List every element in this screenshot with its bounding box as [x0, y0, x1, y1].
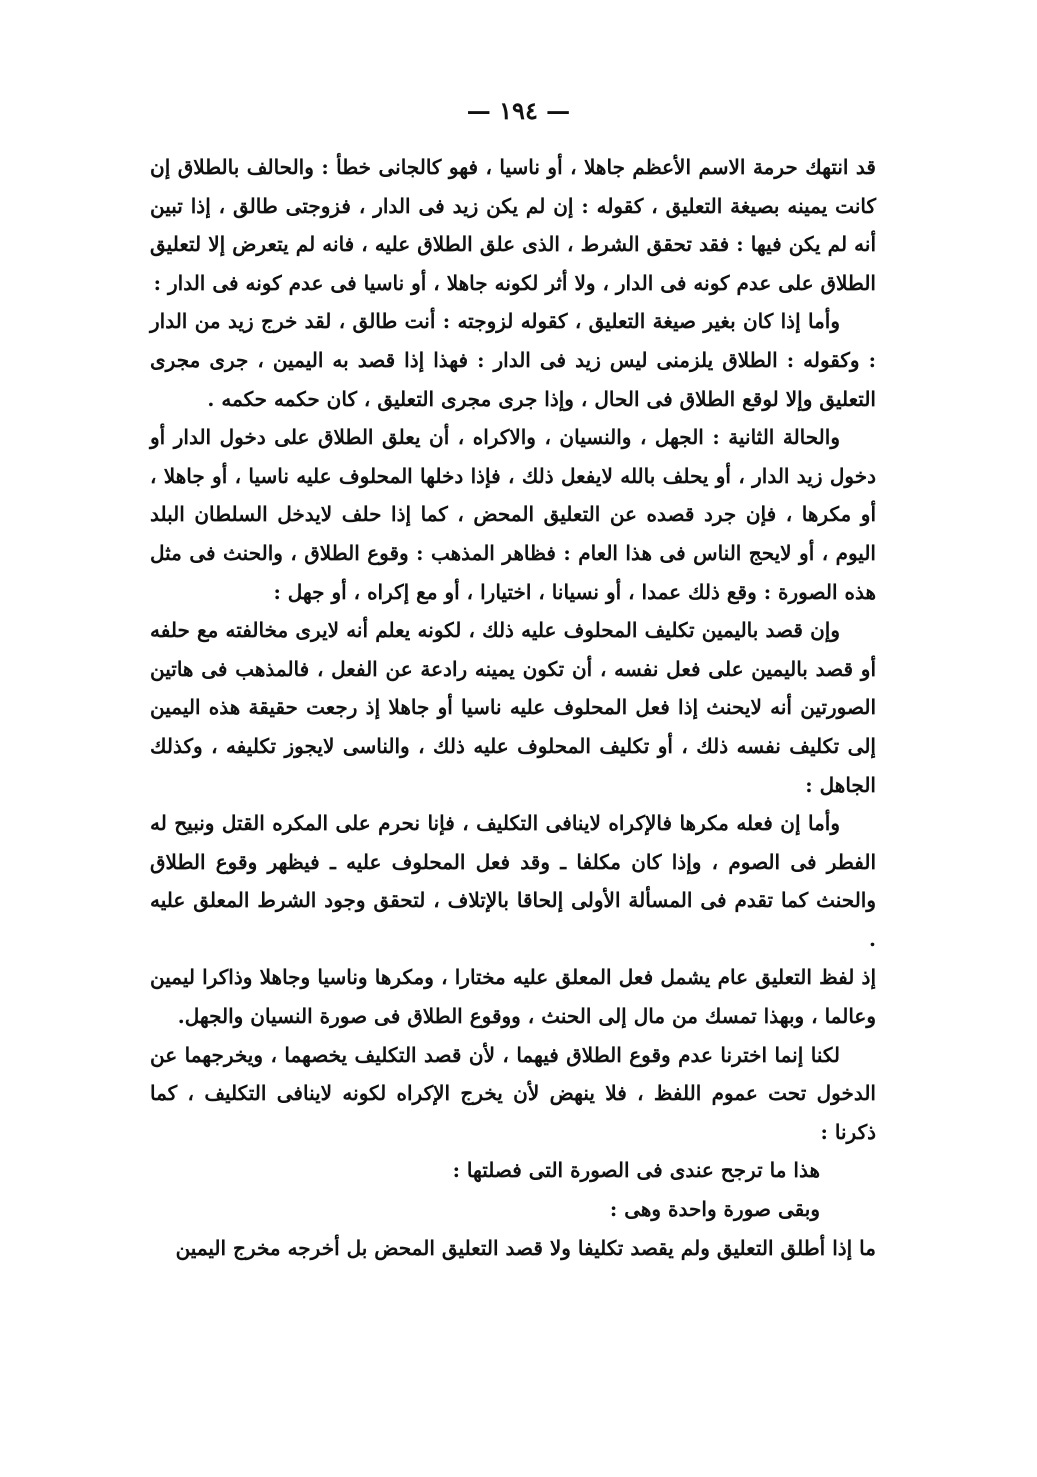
page-number: — ١٩٤ — — [466, 96, 571, 125]
paragraph: هذا ما ترجح عندى فى الصورة التى فصلتها : — [452, 1158, 820, 1183]
paragraph: وإن قصد باليمين تكليف المحلوف عليه ذلك ، لكونه يعلم أنه لايرى مخالفته مع حلفه أو قصد باليمين على فعل نفسه ، أن تكون يمينه رادعة عن الفعل ، فالمذهب فى هاتين الصورتين أنه لايحنث إذا فعل المحلوف عليه ناسيا أو جاهلا إذ رجعت حقيقة هذه اليمين إلى تكليف نفسه ذلك ، أو تكليف المحلوف عليه ذلك ، والناسى لايجوز تكليفه ، وكذلك الجاهل : — [150, 618, 876, 797]
paragraph: قد انتهك حرمة الاسم الأعظم جاهلا ، أو ناسيا ، فهو كالجانى خطأ : والحالف بالطلاق إن كانت يمينه بصيغة التعليق ، كقوله : إن لم يكن زيد فى الدار ، فزوجتى طالق ، إذا تبين أنه لم يكن فيها : فقد تحقق الشرط ، الذى علق الطلاق عليه ، فانه لم يتعرض إلا لتعليق الطلاق على عدم كونه فى الدار ، ولا أثر لكونه جاهلا ، أو ناسيا فى عدم كونه فى الدار : — [150, 155, 876, 295]
body-text — [150, 148, 876, 1267]
paragraph: ما إذا أطلق التعليق ولم يقصد تكليفا ولا قصد التعليق المحض بل أخرجه مخرج اليمين — [175, 1235, 876, 1260]
paragraph: وأما إن فعله مكرها فالإكراه لاينافى التكليف ، فإنا نحرم على المكره القتل ونبيح له الفطر فى الصوم ، وإذا كان مكلفا ـ وقد فعل المحلوف عليه ـ فيظهر وقوع الطلاق والحنث كما تقدم فى المسألة الأولى إلحاقا بالإتلاف ، لتحقق وجود الشرط المعلق عليه . — [150, 811, 876, 951]
paragraph: لكنا إنما اخترنا عدم وقوع الطلاق فيهما ، لأن قصد التكليف يخصهما ، ويخرجهما عن الدخول تحت عموم اللفظ ، فلا ينهض لأن يخرج الإكراه لكونه لاينافى التكليف ، كما ذكرنا : — [150, 1042, 876, 1144]
paragraph: إذ لفظ التعليق عام يشمل فعل المعلق عليه مختارا ، ومكرها وناسيا وجاهلا وذاكرا ليمين وعالما ، وبهذا تمسك من مال إلى الحنث ، ووقوع الطلاق فى صورة النسيان والجهل. — [150, 965, 876, 1029]
paragraph: والحالة الثانية : الجهل ، والنسيان ، والاكراه ، أن يعلق الطلاق على دخول الدار أو دخول زيد الدار ، أو يحلف بالله لايفعل ذلك ، فإذا دخلها المحلوف عليه ناسيا ، أو جاهلا ، أو مكرها ، فإن جرد قصده عن التعليق المحض ، كما إذا حلف لايدخل السلطان البلد اليوم ، أو لايحج الناس فى هذا العام : فظاهر المذهب : وقوع الطلاق ، والحنث فى مثل هذه الصورة : وقع ذلك عمدا ، أو نسيانا ، اختيارا ، أو مع إكراه ، أو جهل : — [150, 425, 877, 604]
paragraph: وبقى صورة واحدة وهى : — [609, 1197, 820, 1222]
paragraph: وأما إذا كان بغير صيغة التعليق ، كقوله لزوجته : أنت طالق ، لقد خرج زيد من الدار : وكقوله : الطلاق يلزمنى ليس زيد فى الدار : فهذا إذا قصد به اليمين ، جرى مجرى التعليق وإلا لوقع الطلاق فى الحال ، وإذا جرى مجرى التعليق ، كان حكمه حكمه . — [150, 309, 876, 411]
